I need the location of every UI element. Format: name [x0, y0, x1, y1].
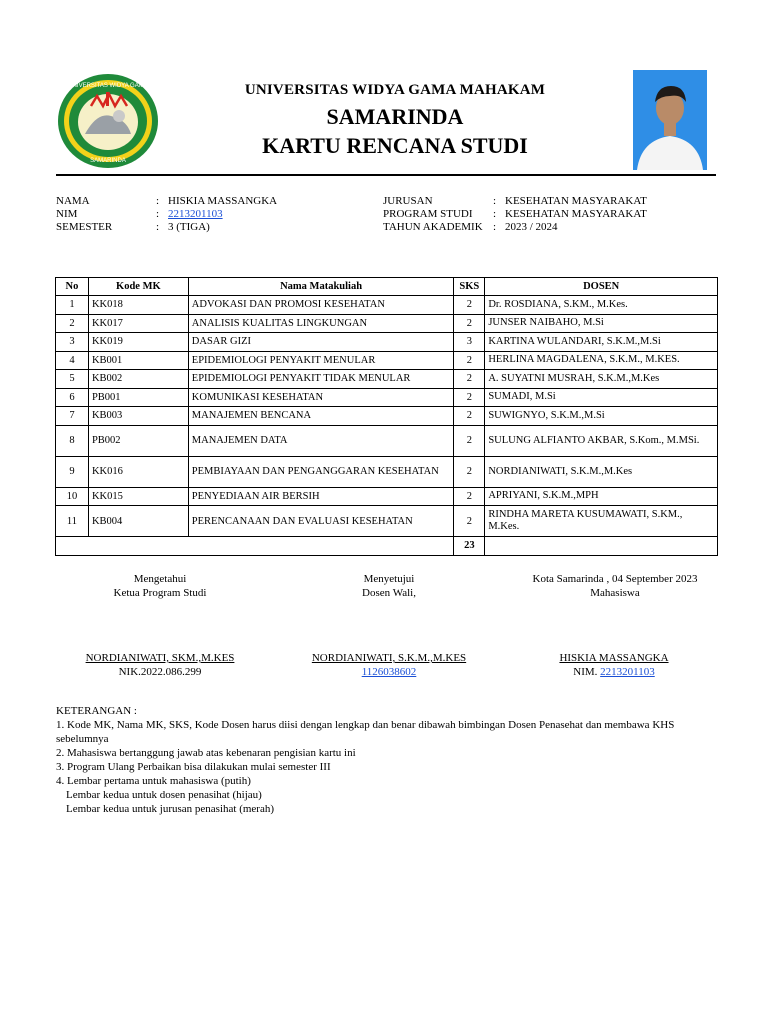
jurusan-value: KESEHATAN MASYARAKAT [505, 195, 647, 207]
cell-no: 6 [56, 388, 89, 407]
cell-kode: KK015 [88, 487, 188, 506]
mahasiswa-name-block [535, 651, 693, 679]
signature-mahasiswa [515, 572, 715, 600]
prodi-value: KESEHATAN MASYARAKAT [505, 208, 647, 220]
cell-sks: 2 [454, 388, 485, 407]
prodi-label: PROGRAM STUDI [383, 208, 473, 220]
colon: : [493, 195, 497, 207]
table-row [56, 333, 718, 352]
table-row [56, 388, 718, 407]
cell-kode: KK018 [88, 296, 188, 315]
table-row [56, 351, 718, 370]
header-dosen: DOSEN [485, 278, 718, 296]
university-name: UNIVERSITAS WIDYA GAMA MAHAKAM [244, 82, 546, 98]
cell-nama: ADVOKASI DAN PROMOSI KESEHATAN [188, 296, 454, 315]
cell-kode: PB002 [88, 425, 188, 456]
cell-kode: KB001 [88, 351, 188, 370]
table-row [56, 370, 718, 389]
cell-dosen: A. SUYATNI MUSRAH, S.K.M.,M.Kes [485, 370, 718, 389]
cell-no: 1 [56, 296, 89, 315]
cell-dosen: APRIYANI, S.K.M.,MPH [485, 487, 718, 506]
sig-left-line2: Ketua Program Studi [113, 587, 207, 599]
cell-no: 4 [56, 351, 89, 370]
dosen-wali-id-link[interactable]: 1126038602 [361, 666, 417, 678]
cell-nama: KOMUNIKASI KESEHATAN [188, 388, 454, 407]
sig-left-line1: Mengetahui [133, 573, 187, 585]
keterangan-item: 2. Mahasiswa bertanggung jawab atas kebenaran pengisian kartu ini [56, 747, 356, 759]
total-sks: 23 [454, 537, 485, 556]
cell-dosen: Dr. ROSDIANA, S.KM., M.Kes. [485, 296, 718, 315]
cell-no: 7 [56, 407, 89, 426]
signature-kaprodi [80, 572, 240, 600]
nim-link[interactable]: 2213201103 [168, 208, 223, 220]
mahasiswa-name: HISKIA MASSANGKA [559, 652, 669, 664]
sig-right-line2: Mahasiswa [590, 587, 640, 599]
cell-sks: 2 [454, 407, 485, 426]
cell-kode: KB002 [88, 370, 188, 389]
nama-value: HISKIA MASSANGKA [168, 195, 278, 207]
cell-dosen: SUMADI, M.Si [485, 388, 718, 407]
semester-label: SEMESTER [56, 221, 113, 233]
header-sks: SKS [454, 278, 485, 296]
table-row [56, 456, 718, 487]
signature-dosen-wali [310, 572, 468, 600]
cell-nama: ANALISIS KUALITAS LINGKUNGAN [188, 314, 454, 333]
dosen-wali-name-block [300, 651, 478, 679]
cell-nama: EPIDEMIOLOGI PENYAKIT TIDAK MENULAR [188, 370, 454, 389]
sig-right-line1: Kota Samarinda , 04 September 2023 [532, 573, 698, 585]
header-nama: Nama Matakuliah [188, 278, 454, 296]
colon: : [493, 221, 497, 233]
cell-nama: PENYEDIAAN AIR BERSIH [188, 487, 454, 506]
cell-no: 2 [56, 314, 89, 333]
university-logo [57, 72, 159, 170]
header-no: No [56, 278, 89, 296]
cell-kode: PB001 [88, 388, 188, 407]
table-total-row [56, 537, 718, 556]
semester-value: 3 (TIGA) [168, 221, 210, 233]
cell-dosen: HERLINA MAGDALENA, S.K.M., M.KES. [485, 351, 718, 370]
dosen-wali-name: NORDIANIWATI, S.K.M.,M.KES [311, 652, 467, 664]
cell-dosen: SULUNG ALFIANTO AKBAR, S.Kom., M.MSi. [485, 425, 718, 456]
cell-kode: KB003 [88, 407, 188, 426]
cell-kode: KK019 [88, 333, 188, 352]
colon: : [156, 221, 160, 233]
kaprodi-name: NORDIANIWATI, SKM.,M.KES [85, 652, 235, 664]
mahasiswa-nim-link[interactable]: 2213201103 [600, 666, 655, 678]
cell-no: 9 [56, 456, 89, 487]
nim-label: NIM [56, 208, 78, 220]
nim-prefix: NIM. [573, 666, 598, 678]
keterangan-title: KETERANGAN : [56, 705, 137, 717]
cell-nama: MANAJEMEN BENCANA [188, 407, 454, 426]
total-spacer [56, 537, 454, 556]
keterangan-item: Lembar kedua untuk jurusan penasihat (merah) [66, 803, 275, 815]
table-row [56, 407, 718, 426]
cell-no: 8 [56, 425, 89, 456]
sig-mid-line2: Dosen Wali, [362, 587, 416, 599]
cell-kode: KB004 [88, 506, 188, 537]
header-kode: Kode MK [88, 278, 188, 296]
table-row [56, 487, 718, 506]
cell-sks: 2 [454, 296, 485, 315]
cell-sks: 2 [454, 425, 485, 456]
cell-dosen: RINDHA MARETA KUSUMAWATI, S.KM., M.Kes. [485, 506, 718, 537]
document-title: KARTU RENCANA STUDI [262, 133, 528, 158]
table-row [56, 506, 718, 537]
cell-nama: PEMBIAYAAN DAN PENGANGGARAN KESEHATAN [188, 456, 454, 487]
cell-dosen: NORDIANIWATI, S.K.M.,M.Kes [485, 456, 718, 487]
keterangan-item: 1. Kode MK, Nama MK, SKS, Kode Dosen harus diisi dengan lengkap dan benar dibawah bimbingan Dosen Penasehat dan membawa KHS sebelumnya [56, 719, 675, 745]
svg-text:UNIVERSITAS WIDYA GAMA: UNIVERSITAS WIDYA GAMA [68, 83, 148, 89]
course-table-body [56, 296, 718, 556]
city-title: SAMARINDA [326, 104, 464, 129]
cell-no: 3 [56, 333, 89, 352]
total-empty [485, 537, 718, 556]
cell-kode: KK017 [88, 314, 188, 333]
cell-sks: 2 [454, 506, 485, 537]
svg-text:SAMARINDA: SAMARINDA [90, 158, 126, 164]
cell-sks: 3 [454, 333, 485, 352]
colon: : [493, 208, 497, 220]
course-table [55, 277, 718, 556]
kaprodi-name-block [70, 651, 250, 679]
jurusan-label: JURUSAN [383, 195, 433, 207]
cell-nama: MANAJEMEN DATA [188, 425, 454, 456]
student-info-right [383, 195, 713, 234]
colon: : [156, 195, 160, 207]
student-photo [633, 70, 707, 170]
cell-sks: 2 [454, 456, 485, 487]
keterangan-item: 3. Program Ulang Perbaikan bisa dilakukan mulai semester III [56, 761, 331, 773]
colon: : [156, 208, 160, 220]
cell-nama: PERENCANAAN DAN EVALUASI KESEHATAN [188, 506, 454, 537]
header-divider [56, 174, 716, 176]
cell-no: 10 [56, 487, 89, 506]
cell-dosen: KARTINA WULANDARI, S.K.M.,M.Si [485, 333, 718, 352]
tahun-value: 2023 / 2024 [505, 221, 558, 233]
cell-dosen: SUWIGNYO, S.K.M.,M.Si [485, 407, 718, 426]
cell-nama: EPIDEMIOLOGI PENYAKIT MENULAR [188, 351, 454, 370]
cell-sks: 2 [454, 370, 485, 389]
tahun-label: TAHUN AKADEMIK [383, 221, 483, 233]
cell-dosen: JUNSER NAIBAHO, M.Si [485, 314, 718, 333]
table-row [56, 296, 718, 315]
student-info-left [56, 195, 356, 234]
keterangan-item: 4. Lembar pertama untuk mahasiswa (putih) [56, 775, 251, 787]
cell-sks: 2 [454, 314, 485, 333]
table-header-row [56, 278, 718, 296]
table-row [56, 314, 718, 333]
nama-label: NAMA [56, 195, 90, 207]
cell-kode: KK016 [88, 456, 188, 487]
cell-no: 11 [56, 506, 89, 537]
cell-sks: 2 [454, 351, 485, 370]
cell-no: 5 [56, 370, 89, 389]
keterangan-item: Lembar kedua untuk dosen penasihat (hijau) [66, 789, 262, 801]
cell-sks: 2 [454, 487, 485, 506]
cell-nama: DASAR GIZI [188, 333, 454, 352]
keterangan-section [56, 704, 716, 816]
kaprodi-nik: NIK.2022.086.299 [118, 666, 202, 678]
sig-mid-line1: Menyetujui [363, 573, 415, 585]
table-row [56, 425, 718, 456]
